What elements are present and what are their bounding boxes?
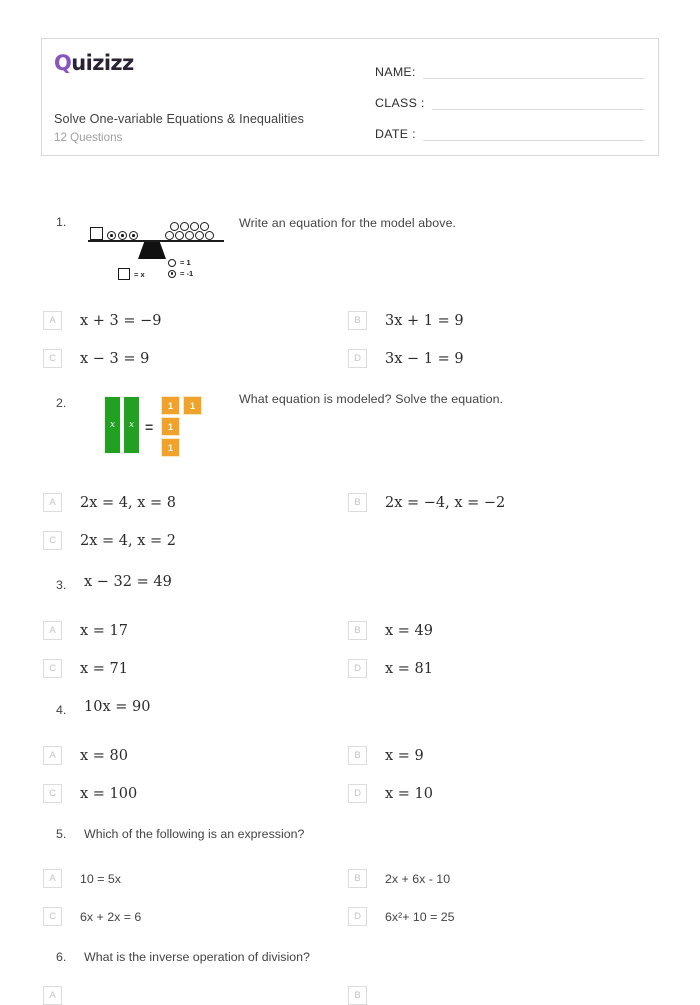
- question-2-number: 2.: [56, 396, 67, 410]
- question-2-option-c[interactable]: [43, 531, 176, 550]
- option-letter-b: B: [348, 746, 367, 765]
- scale-positive-circle: [165, 231, 174, 240]
- scale-positive-circle: [175, 231, 184, 240]
- option-letter-b: B: [348, 621, 367, 640]
- class-field-input[interactable]: [432, 108, 644, 110]
- option-letter-b: B: [348, 493, 367, 512]
- question-3-option-b[interactable]: [348, 621, 433, 640]
- balance-scale-legend: [118, 258, 233, 288]
- option-text-d: 3x − 1 = 9: [385, 350, 464, 367]
- quizizz-logo: [54, 53, 362, 74]
- worksheet-header-card: [41, 38, 659, 156]
- option-letter-a: A: [43, 311, 62, 330]
- question-4-number: 4.: [56, 703, 67, 717]
- option-letter-c: C: [43, 907, 62, 926]
- option-text-d: x = 10: [385, 785, 433, 802]
- question-6-option-a[interactable]: [43, 986, 80, 1005]
- option-text-b: 3x + 1 = 9: [385, 312, 464, 329]
- option-text-c: x = 71: [80, 660, 128, 677]
- question-6-prompt: What is the inverse operation of division?: [84, 950, 310, 964]
- scale-positive-circle: [200, 222, 209, 231]
- scale-square-tile: [90, 227, 103, 240]
- scale-negative-circle: [118, 231, 127, 240]
- x-tile: x: [104, 396, 121, 454]
- option-letter-d: D: [348, 784, 367, 803]
- quiz-question-count: 12 Questions: [54, 131, 123, 144]
- class-field-label: CLASS :: [375, 96, 425, 110]
- option-letter-a: A: [43, 746, 62, 765]
- option-text-c: 6x + 2x = 6: [80, 909, 142, 924]
- legend-circle-label: = 1: [180, 258, 191, 267]
- question-1-option-b[interactable]: [348, 311, 464, 330]
- option-letter-a: A: [43, 493, 62, 512]
- quiz-title: Solve One-variable Equations & Inequalities: [54, 112, 305, 126]
- student-info-fields: [362, 39, 658, 155]
- option-letter-b: B: [348, 311, 367, 330]
- header-left-panel: [42, 39, 362, 155]
- question-3-number: 3.: [56, 578, 67, 592]
- scale-positive-circle: [185, 231, 194, 240]
- legend-square-label: = x: [134, 269, 145, 279]
- question-5-option-b[interactable]: [348, 869, 450, 888]
- option-text-d: x = 81: [385, 660, 433, 677]
- option-letter-a: A: [43, 869, 62, 888]
- date-field-label: DATE :: [375, 127, 416, 141]
- option-letter-b: B: [348, 869, 367, 888]
- question-4-option-a[interactable]: [43, 746, 128, 765]
- one-tile: 1: [161, 438, 180, 457]
- option-text-a: 2x = 4, x = 8: [80, 494, 176, 511]
- option-text-a: x = 80: [80, 747, 128, 764]
- option-letter-c: C: [43, 784, 62, 803]
- option-text-c: 2x = 4, x = 2: [80, 532, 176, 549]
- question-2-prompt: What equation is modeled? Solve the equation.: [239, 392, 504, 406]
- question-3-option-d[interactable]: [348, 659, 433, 678]
- option-letter-c: C: [43, 531, 62, 550]
- legend-negative-circle-icon: [168, 270, 176, 278]
- algebra-tiles-model: [104, 396, 224, 462]
- one-tile: 1: [183, 396, 202, 415]
- question-3-option-a[interactable]: [43, 621, 128, 640]
- option-letter-b: B: [348, 986, 367, 1005]
- one-tile: 1: [161, 396, 180, 415]
- legend-negative-circle-label: = -1: [180, 269, 194, 278]
- name-field-input[interactable]: [423, 77, 644, 79]
- scale-positive-circle: [180, 222, 189, 231]
- name-field-row: [375, 51, 644, 82]
- scale-negative-circle: [129, 231, 138, 240]
- option-letter-d: D: [348, 907, 367, 926]
- option-letter-a: A: [43, 621, 62, 640]
- scale-fulcrum: [138, 242, 166, 259]
- date-field-row: [375, 113, 644, 144]
- scale-negative-circle: [107, 231, 116, 240]
- x-tile: x: [123, 396, 140, 454]
- scale-positive-circle: [205, 231, 214, 240]
- scale-positive-circle: [170, 222, 179, 231]
- question-1-option-d[interactable]: [348, 349, 464, 368]
- question-4-prompt: 10x = 90: [84, 699, 151, 715]
- question-2-option-b[interactable]: [348, 493, 505, 512]
- question-4-option-c[interactable]: [43, 784, 137, 803]
- question-1-option-c[interactable]: [43, 349, 149, 368]
- legend-circle-icon: [168, 259, 176, 267]
- equals-sign: =: [145, 419, 154, 435]
- question-1-option-a[interactable]: [43, 311, 162, 330]
- question-3-option-c[interactable]: [43, 659, 128, 678]
- question-2-option-a[interactable]: [43, 493, 176, 512]
- option-letter-a: A: [43, 986, 62, 1005]
- option-text-b: x = 9: [385, 747, 424, 764]
- legend-square-icon: [118, 268, 130, 280]
- question-4-option-b[interactable]: [348, 746, 424, 765]
- option-letter-c: C: [43, 349, 62, 368]
- question-6-option-b[interactable]: [348, 986, 385, 1005]
- option-letter-d: D: [348, 659, 367, 678]
- question-6-number: 6.: [56, 950, 67, 964]
- question-1-prompt: Write an equation for the model above.: [239, 216, 457, 230]
- question-5-number: 5.: [56, 827, 67, 841]
- option-text-a: 10 = 5x: [80, 871, 121, 886]
- option-text-c: x = 100: [80, 785, 138, 802]
- question-5-option-c[interactable]: [43, 907, 141, 926]
- one-tile: 1: [161, 417, 180, 436]
- legend-circle-row: [168, 258, 191, 267]
- option-text-c: x − 3 = 9: [80, 350, 150, 367]
- scale-positive-circle: [195, 231, 204, 240]
- question-4-option-d[interactable]: [348, 784, 433, 803]
- option-text-a: x = 17: [80, 622, 128, 639]
- logo-text-rest: uizizz: [71, 51, 134, 75]
- name-field-label: NAME:: [375, 65, 416, 79]
- option-text-b: 2x = −4, x = −2: [385, 494, 506, 511]
- option-letter-d: D: [348, 349, 367, 368]
- logo-letter-q: Q: [54, 51, 72, 75]
- option-letter-c: C: [43, 659, 62, 678]
- class-field-row: [375, 82, 644, 113]
- question-5-prompt: Which of the following is an expression?: [84, 827, 305, 841]
- date-field-input[interactable]: [423, 139, 644, 141]
- legend-square-row: [118, 268, 145, 280]
- option-text-a: x + 3 = −9: [80, 312, 162, 329]
- option-text-d: 6x²+ 10 = 25: [385, 909, 455, 924]
- option-text-b: x = 49: [385, 622, 433, 639]
- question-5-option-a[interactable]: [43, 869, 121, 888]
- question-5-option-d[interactable]: [348, 907, 455, 926]
- option-text-b: 2x + 6x - 10: [385, 871, 451, 886]
- question-1-number: 1.: [56, 215, 67, 229]
- legend-negative-circle-row: [168, 269, 193, 278]
- scale-beam: [88, 240, 224, 242]
- scale-positive-circle: [190, 222, 199, 231]
- question-3-prompt: x − 32 = 49: [84, 574, 172, 590]
